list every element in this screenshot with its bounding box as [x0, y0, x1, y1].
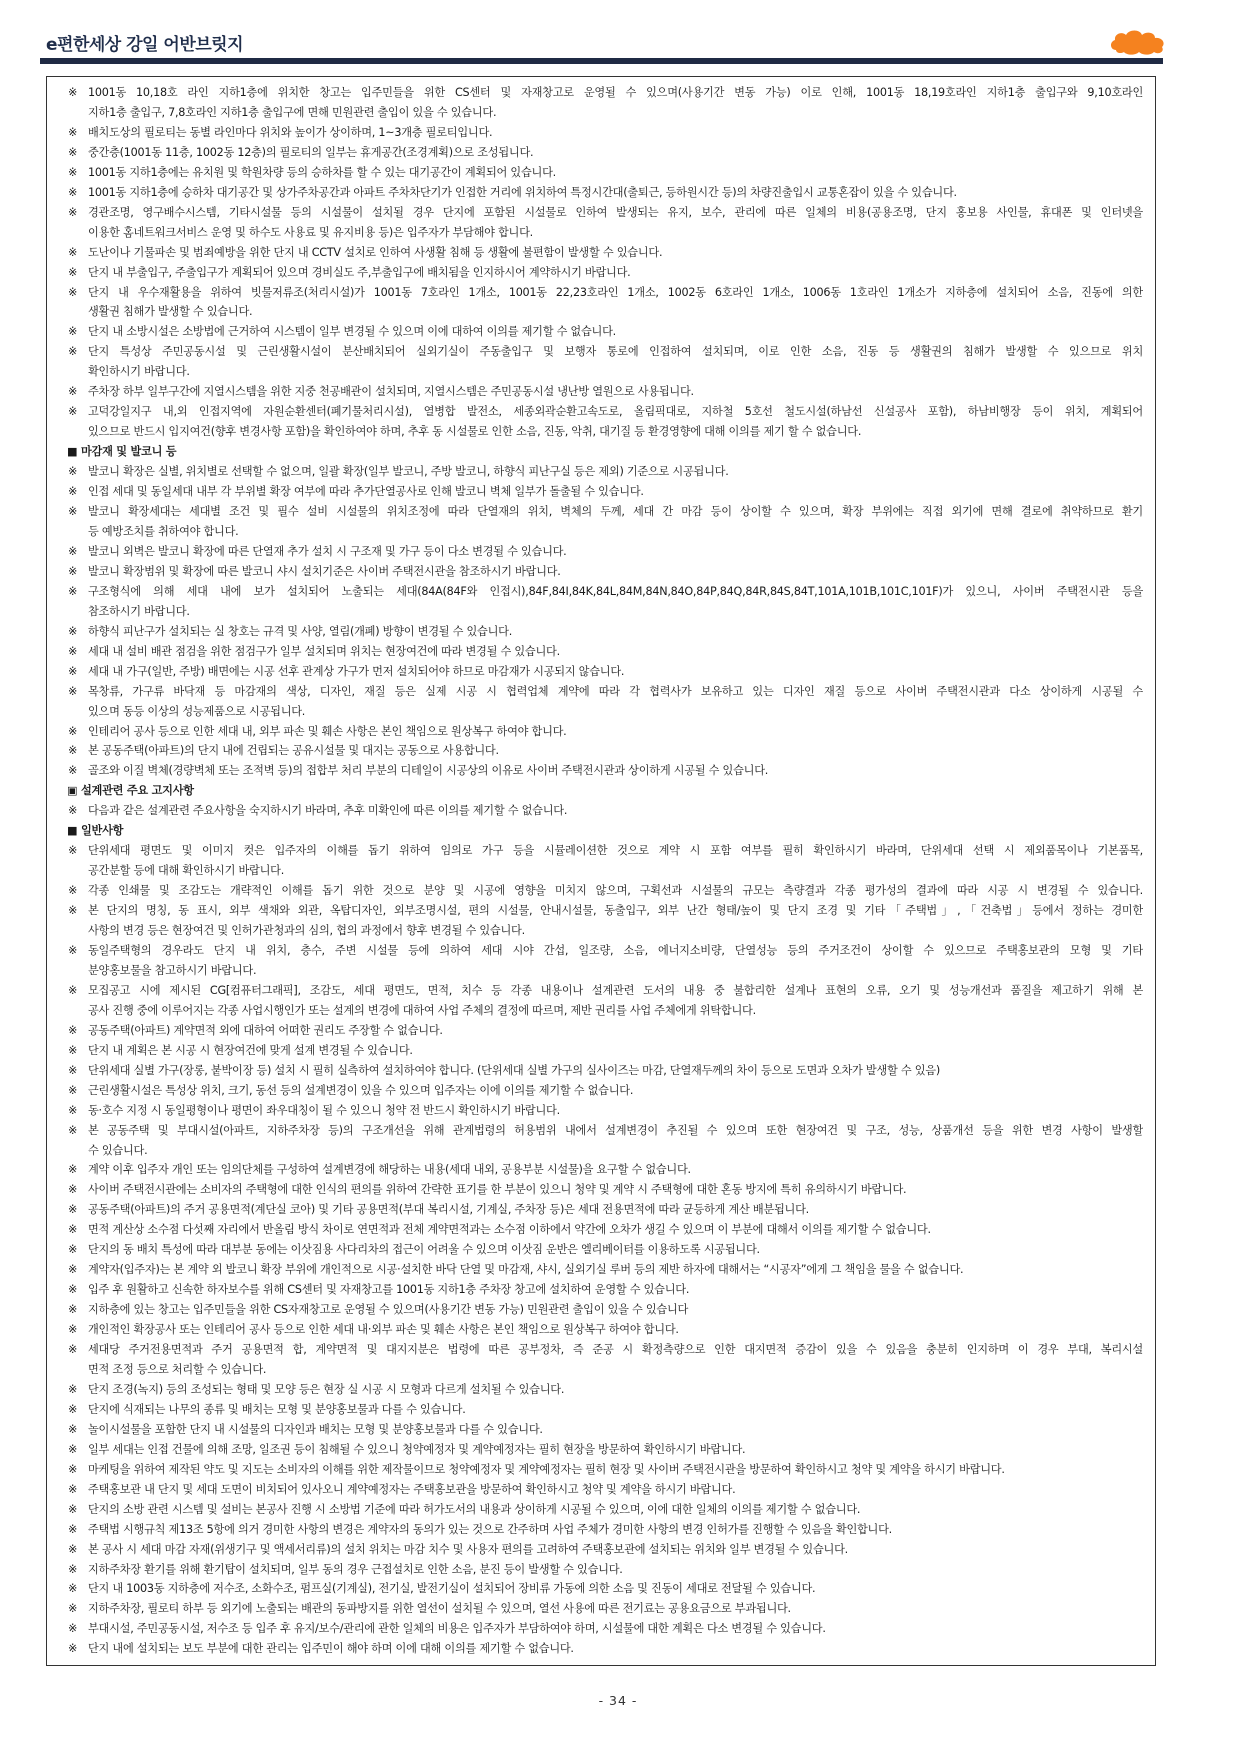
- notice-line: ※ 지하주차장, 필로티 하부 등 외기에 노출되는 배관의 동파방지를 위한 열선이 설치될 수 있으며, 열선 사용에 따른 전기료는 공용요금으로 부과됩니다.: [60, 1599, 1143, 1619]
- notice-line: 이용한 홈네트워크서비스 운영 및 하수도 사용료 및 유지비용 등)은 입주자가 부담해야 합니다.: [88, 225, 533, 239]
- brand-title: e편한세상 강일 어반브릿지: [46, 35, 244, 55]
- notice-line: ※ 단지 내 1003동 지하층에 저수조, 소화수조, 펌프실(기계실), 전기실, 발전기실이 설치되어 장비류 가동에 의한 소음 및 진동이 세대로 전달될 수 있습니다.: [60, 1579, 1143, 1599]
- notice-line: ※ 놀이시설물을 포함한 단지 내 시설물의 디자인과 배치는 모형 및 분양홍보물과 다를 수 있습니다.: [60, 1420, 1143, 1440]
- section-heading: ▣ 설계관련 주요 고지사항: [67, 784, 194, 798]
- notice-line: ※ 모집공고 시에 제시된 CG[컴퓨터그래픽], 조감도, 세대 평면도, 면적, 치수 등 각종 내용이나 설계관련 도서의 내용 중 불합리한 설계나 표현의 오류, 오기 및 성능개선과 품질을 제고하기 위해 본: [60, 981, 1143, 1001]
- notice-line: ※ 단지 특성상 주민공동시설 및 근린생활시설이 분산배치되어 실외기실이 주동출입구 및 보행자 통로에 인접하여 설치되며, 이로 인한 소음, 진동 등 생활권의 침해가 발생할 수 있으므로 위치: [60, 342, 1143, 362]
- notice-line: ※ 본 공동주택 및 부대시설(아파트, 지하주차장 등)의 구조개선을 위해 관계법령의 허용범위 내에서 설계변경이 추진될 수 있으며 또한 현장여건 및 구조, 성능, 상품개선 등을 위한 변경 사항이 발생할: [60, 1121, 1143, 1141]
- notice-line: ※ 단위세대 실별 가구(장롱, 붙박이장 등) 설치 시 필히 실측하여 설치하여야 합니다. (단위세대 실별 가구의 실사이즈는 마감, 단열재두께의 차이 등으로 도면과 오차가 발생할 수 있음): [60, 1061, 1143, 1081]
- notice-line: ※ 사이버 주택전시관에는 소비자의 주택형에 대한 인식의 편의를 위하여 간략한 표기를 한 부분이 있으니 청약 및 계약 시 주택형에 대한 혼동 방지에 특히 유의하시기 바랍니다.: [60, 1180, 1143, 1200]
- notice-line: 참조하시기 바랍니다.: [88, 604, 190, 618]
- notice-line: ※ 근린생활시설은 특성상 위치, 크기, 동선 등의 설계변경이 있을 수 있으며 입주자는 이에 이의를 제기할 수 없습니다.: [60, 1081, 1143, 1101]
- notice-line: ※ 하향식 피난구가 설치되는 실 창호는 규격 및 사양, 열림(개폐) 방향이 변경될 수 있습니다.: [60, 622, 1143, 642]
- notice-line: ※ 단지 조경(녹지) 등의 조성되는 형태 및 모양 등은 현장 실 시공 시 모형과 다르게 설치될 수 있습니다.: [60, 1380, 1143, 1400]
- notice-line: ※ 입주 후 원활하고 신속한 하자보수를 위해 CS센터 및 자재창고를 1001동 지하1층 주차장 창고에 설치하여 운영할 수 있습니다.: [60, 1280, 1143, 1300]
- notice-line: ※ 세대 내 가구(일반, 주방) 배면에는 시공 선후 관계상 가구가 먼저 설치되어야 하므로 마감재가 시공되지 않습니다.: [60, 662, 1143, 682]
- page-number: - 34 -: [598, 1693, 638, 1708]
- notice-line: ※ 개인적인 확장공사 또는 인테리어 공사 등으로 인한 세대 내·외부 파손 및 훼손 사항은 본인 책임으로 원상복구 하여야 합니다.: [60, 1320, 1143, 1340]
- header-rule: [40, 58, 1163, 64]
- notice-line: ※ 본 공동주택(아파트)의 단지 내에 건립되는 공유시설물 및 대지는 공동으로 사용합니다.: [60, 741, 1143, 761]
- notice-line: ※ 고덕강일지구 내,외 인접지역에 자원순환센터(폐기물처리시설), 열병합 발전소, 세종외곽순환고속도로, 올림픽대로, 지하철 5호선 철도시설(하남선 신설공사 포함), 하남비행장 등이 위치, 계획되어: [60, 402, 1143, 422]
- notice-line: ※ 1001동 지하1층에는 유치원 및 학원차량 등의 승하차를 할 수 있는 대기공간이 계획되어 있습니다.: [60, 163, 1143, 183]
- notice-line: ※ 각종 인쇄물 및 조감도는 개략적인 이해를 돕기 위한 것으로 분양 및 시공에 영향을 미치지 않으며, 구획선과 시설물의 규모는 측량결과 각종 평가성의 결과에 따라 시공 시 변경될 수 있습니다.: [60, 881, 1143, 901]
- notice-line: ※ 발코니 확장범위 및 확장에 따른 발코니 샤시 설치기준은 사이버 주택전시관을 참조하시기 바랍니다.: [60, 562, 1143, 582]
- notice-line: ※ 지하층에 있는 창고는 입주민들을 위한 CS자재창고로 운영될 수 있으며(사용기간 변동 가능) 민원관련 출입이 있을 수 있습니다: [60, 1300, 1143, 1320]
- notice-line: ※ 주택홍보관 내 단지 및 세대 도면이 비치되어 있사오니 계약예정자는 주택홍보관을 방문하여 확인하시고 청약 및 계약을 하시기 바랍니다.: [60, 1480, 1143, 1500]
- notice-line: ※ 부대시설, 주민공동시설, 저수조 등 입주 후 유지/보수/관리에 관한 일체의 비용은 입주자가 부담하여야 하며, 시설물에 대한 계획은 다소 변경될 수 있습니다.: [60, 1619, 1143, 1639]
- orange-cloud-logo-icon: [1108, 28, 1168, 60]
- notice-line: ※ 단위세대 평면도 및 이미지 컷은 입주자의 이해를 돕기 위하여 임의로 가구 등을 시뮬레이션한 것으로 계약 시 포함 여부를 필히 확인하시기 바라며, 단위세대 선택 시 제외품목이나 기본품목,: [60, 841, 1143, 861]
- notice-line: ※ 경관조명, 영구배수시스템, 기타시설물 등의 시설물이 설치될 경우 단지에 포함된 시설물로 인하여 발생되는 유지, 보수, 관리에 따른 일체의 비용(공용조명, 단지 홍보용 사인물, 휴대폰 및 인터넷을: [60, 203, 1143, 223]
- notice-line: 생활권 침해가 발생할 수 있습니다.: [88, 305, 253, 319]
- notice-line: ※ 1001동 지하1층에 승하차 대기공간 및 상가주차공간과 아파트 주차차단기가 인접한 거리에 위치하여 특정시간대(출퇴근, 등하원시간 등)의 차량진출입시 교통혼잡이 있을 수 있습니다.: [60, 183, 1143, 203]
- notice-line: ※ 지하주차장 환기를 위해 환기탑이 설치되며, 일부 동의 경우 근접설치로 인한 소음, 분진 등이 발생할 수 있습니다.: [60, 1560, 1143, 1580]
- notice-line: ※ 계약자(입주자)는 본 계약 외 발코니 확장 부위에 개인적으로 시공·설치한 바닥 단열 및 마감재, 샤시, 실외기실 루버 등의 제반 하자에 대해서는 “시공자”에게 그 책임을 물을 수 없습니다.: [60, 1260, 1143, 1280]
- notice-line: 면적 조정 등으로 처리할 수 있습니다.: [88, 1363, 267, 1376]
- notice-line: ※ 발코니 외벽은 발코니 확장에 따른 단열재 추가 설치 시 구조재 및 가구 등이 다소 변경될 수 있습니다.: [60, 542, 1143, 562]
- notice-line: ※ 동일주택형의 경우라도 단지 내 위치, 층수, 주변 시설물 등에 의하여 세대 시야 간섭, 일조량, 소음, 에너지소비량, 단열성능 등의 주거조건이 상이할 수 있으므로 주택홍보관의 모형 및 기타: [60, 941, 1143, 961]
- notice-line: ※ 본 단지의 명칭, 동 표시, 외부 색채와 외관, 옥탑디자인, 외부조명시설, 편의 시설물, 안내시설물, 동출입구, 외부 난간 형태/높이 및 단지 조경 및 기타「주택법」,「건축법」등에서 정하는 경미한: [60, 901, 1143, 921]
- notice-line: ※ 배치도상의 필로티는 동별 라인마다 위치와 높이가 상이하며, 1~3개층 필로티입니다.: [60, 123, 1143, 143]
- notice-line: ※ 동·호수 지정 시 동일평형이나 평면이 좌우대칭이 될 수 있으니 청약 전 반드시 확인하시기 바랍니다.: [60, 1101, 1143, 1121]
- notice-line: ※ 단지의 동 배치 특성에 따라 대부분 동에는 이삿짐용 사다리차의 접근이 어려울 수 있으며 이삿짐 운반은 엘리베이터를 이용하도록 시공됩니다.: [60, 1240, 1143, 1260]
- notice-line: ※ 면적 계산상 소수점 다섯째 자리에서 반올림 방식 차이로 연면적과 전체 계약면적과는 소수점 이하에서 약간에 오차가 생길 수 있으며 이 부분에 대해서 이의를 제기할 수 없습니다.: [60, 1220, 1143, 1240]
- notice-line: 있으므로 반드시 입지여건(향후 변경사항 포함)을 확인하여야 하며, 추후 동 시설물로 인한 소음, 진동, 악취, 대기질 등 환경영향에 대해 이의를 제기 할 수 없습니다.: [88, 425, 862, 439]
- notice-line: ※ 단지 내 계획은 본 시공 시 현장여건에 맞게 설계 변경될 수 있습니다.: [60, 1041, 1143, 1061]
- notice-line: ※ 단지의 소방 관련 시스템 및 설비는 본공사 진행 시 소방법 기준에 따라 허가도서의 내용과 상이하게 시공될 수 있으며, 이에 대한 일체의 이의를 제기할 수 없습니다.: [60, 1500, 1143, 1520]
- notice-line: ※ 주택법 시행규칙 제13조 5항에 의거 경미한 사항의 변경은 계약자의 동의가 있는 것으로 간주하며 사업 주체가 경미한 사항의 변경 인허가를 진행할 수 있음을 확인합니다.: [60, 1520, 1143, 1540]
- section-heading: ■ 마감재 및 발코니 등: [67, 445, 177, 459]
- notice-line: 공사 진행 중에 이루어지는 각종 사업시행인가 또는 설계의 변경에 대하여 사업 주체의 결정에 따르며, 제반 권리를 사업 주체에게 위탁합니다.: [88, 1003, 756, 1017]
- notice-line: 분양홍보물을 참고하시기 바랍니다.: [88, 963, 257, 977]
- notice-line: ※ 구조형식에 의해 세대 내에 보가 설치되어 노출되는 세대(84A(84F와 인접시),84F,84I,84K,84L,84M,84N,84O,84P,84Q,84R,84S,84T,101A,101B,101C,101F)가 있으니, 사이버 주택전시관 등을: [60, 582, 1143, 602]
- notice-line: ※ 세대 내 설비 배관 점검을 위한 점검구가 일부 설치되며 위치는 현장여건에 따라 변경될 수 있습니다.: [60, 642, 1143, 662]
- notice-line: 지하1층 출입구, 7,8호라인 지하1층 출입구에 면해 민원관련 출입이 있을 수 있습니다.: [88, 105, 497, 119]
- notice-line: 있으며 동등 이상의 성능제품으로 시공됩니다.: [88, 704, 306, 718]
- notice-line: ※ 중간층(1001동 11층, 1002동 12층)의 필로티의 일부는 휴게공간(조경계획)으로 조성됩니다.: [60, 143, 1143, 163]
- notice-line: ※ 다음과 같은 설계관련 주요사항을 숙지하시기 바라며, 추후 미확인에 따른 이의를 제기할 수 없습니다.: [60, 801, 1143, 821]
- notice-line: ※ 발코니 확장세대는 세대별 조건 및 필수 설비 시설물의 위치조정에 따라 단열재의 위치, 벽체의 두께, 세대 간 마감 등이 상이할 수 있으며, 확장 부위에는 직접 외기에 면해 결로에 취약하므로 환기: [60, 502, 1143, 522]
- notice-line: ※ 목창류, 가구류 바닥재 등 마감재의 색상, 디자인, 재질 등은 실제 시공 시 협력업체 계약에 따라 각 협력사가 보유하고 있는 디자인 재질 등으로 사이버 주택전시관과 다소 상이하게 시공될 수: [60, 682, 1143, 702]
- notice-line: ※ 공동주택(아파트)의 주거 공용면적(계단실 코아) 및 기타 공용면적(부대 복리시설, 기계실, 주차장 등)은 세대 전용면적에 따라 균등하게 계산 배분됩니다.: [60, 1200, 1143, 1220]
- notice-line: ※ 발코니 확장은 실별, 위치별로 선택할 수 없으며, 일괄 확장(일부 발코니, 주방 발코니, 하향식 피난구실 등은 제외) 기준으로 시공됩니다.: [60, 462, 1143, 482]
- notice-line: ※ 인접 세대 및 동일세대 내부 각 부위별 확장 여부에 따라 추가단열공사로 인해 발코니 벽체 일부가 돌출될 수 있습니다.: [60, 482, 1143, 502]
- notice-line: 공간분할 등에 대해 확인하시기 바랍니다.: [88, 864, 285, 878]
- notice-line: ※ 일부 세대는 인접 건물에 의해 조망, 일조권 등이 침해될 수 있으니 청약예정자 및 계약예정자는 필히 현장을 방문하여 확인하시기 바랍니다.: [60, 1440, 1143, 1460]
- notice-line: ※ 인테리어 공사 등으로 인한 세대 내, 외부 파손 및 훼손 사항은 본인 책임으로 원상복구 하여야 합니다.: [60, 722, 1143, 742]
- notice-line: ※ 계약 이후 입주자 개인 또는 임의단체를 구성하여 설계변경에 해당하는 내용(세대 내외, 공용부분 시설물)을 요구할 수 없습니다.: [60, 1160, 1143, 1180]
- notice-line: 수 있습니다.: [88, 1143, 148, 1157]
- notice-line: ※ 골조와 이질 벽체(경량벽체 또는 조적벽 등)의 접합부 처리 부분의 디테일이 시공상의 이유로 사이버 주택전시관과 상이하게 시공될 수 있습니다.: [60, 761, 1143, 781]
- notice-line: 등 예방조치를 취하여야 합니다.: [88, 524, 239, 538]
- notice-line: ※ 본 공사 시 세대 마감 자재(위생기구 및 액세서리류)의 설치 위치는 마감 치수 및 사용자 편의를 고려하여 주택홍보관에 설치되는 위치와 일부 변경될 수 있습니다.: [60, 1540, 1143, 1560]
- notice-line: ※ 단지 내 부출입구, 주출입구가 계획되어 있으며 경비실도 주,부출입구에 배치됨을 인지하시어 계약하시기 바랍니다.: [60, 263, 1143, 283]
- notice-box: [46, 76, 1156, 1666]
- notice-line: ※ 단지 내 우수재활용을 위하여 빗물저류조(처리시설)가 1001동 7호라인 1개소, 1001동 22,23호라인 1개소, 1002동 6호라인 1개소, 1006동 1호라인 1개소가 지하층에 설치되어 소음, 진동에 의한: [60, 283, 1143, 303]
- notice-line: ※ 단지에 식재되는 나무의 종류 및 배치는 모형 및 분양홍보물과 다를 수 있습니다.: [60, 1400, 1143, 1420]
- notice-line: ※ 마케팅을 위하여 제작된 약도 및 지도는 소비자의 이해를 위한 제작물이므로 청약예정자 및 계약예정자는 필히 현장 및 사이버 주택전시관을 방문하여 확인하시고 청약 및 계약을 하시기 바랍니다.: [60, 1460, 1143, 1480]
- notice-line: ※ 도난이나 기물파손 및 범죄예방을 위한 단지 내 CCTV 설치로 인하여 사생활 침해 등 생활에 불편함이 발생할 수 있습니다.: [60, 243, 1143, 263]
- notice-line: ※ 단지 내 소방시설은 소방법에 근거하여 시스템이 일부 변경될 수 있으며 이에 대하여 이의를 제기할 수 없습니다.: [60, 322, 1143, 342]
- notice-line: ※ 1001동 10,18호 라인 지하1층에 위치한 창고는 입주민들을 위한 CS센터 및 자재창고로 운영될 수 있으며(사용기간 변동 가능) 이로 인해, 1001동 18,19호라인 지하1층 출입구와 9,10호라인: [60, 83, 1143, 103]
- section-heading: ■ 일반사항: [67, 824, 124, 838]
- notice-line: ※ 단지 내에 설치되는 보도 부분에 대한 관리는 입주민이 해야 하며 이에 대해 이의를 제기할 수 없습니다.: [60, 1639, 1143, 1659]
- notice-line: 사항의 변경 등은 현장여건 및 인허가관청과의 심의, 협의 과정에서 향후 변경될 수 있습니다.: [88, 924, 525, 938]
- notice-line: ※ 주차장 하부 일부구간에 지열시스템을 위한 지중 천공배관이 설치되며, 지열시스템은 주민공동시설 냉난방 열원으로 사용됩니다.: [60, 382, 1143, 402]
- notice-line: 확인하시기 바랍니다.: [88, 365, 190, 379]
- notice-line: ※ 세대당 주거전용면적과 주거 공용면적 합, 계약면적 및 대지지분은 법령에 따른 공부정차, 즉 준공 시 확정측량으로 인한 대지면적 증감이 있을 수 있음을 충분히 인지하며 이 경우 부대, 복리시설: [60, 1340, 1143, 1360]
- page-header: [46, 22, 1166, 58]
- notice-line: ※ 공동주택(아파트) 계약면적 외에 대하여 어떠한 권리도 주장할 수 없습니다.: [60, 1021, 1143, 1041]
